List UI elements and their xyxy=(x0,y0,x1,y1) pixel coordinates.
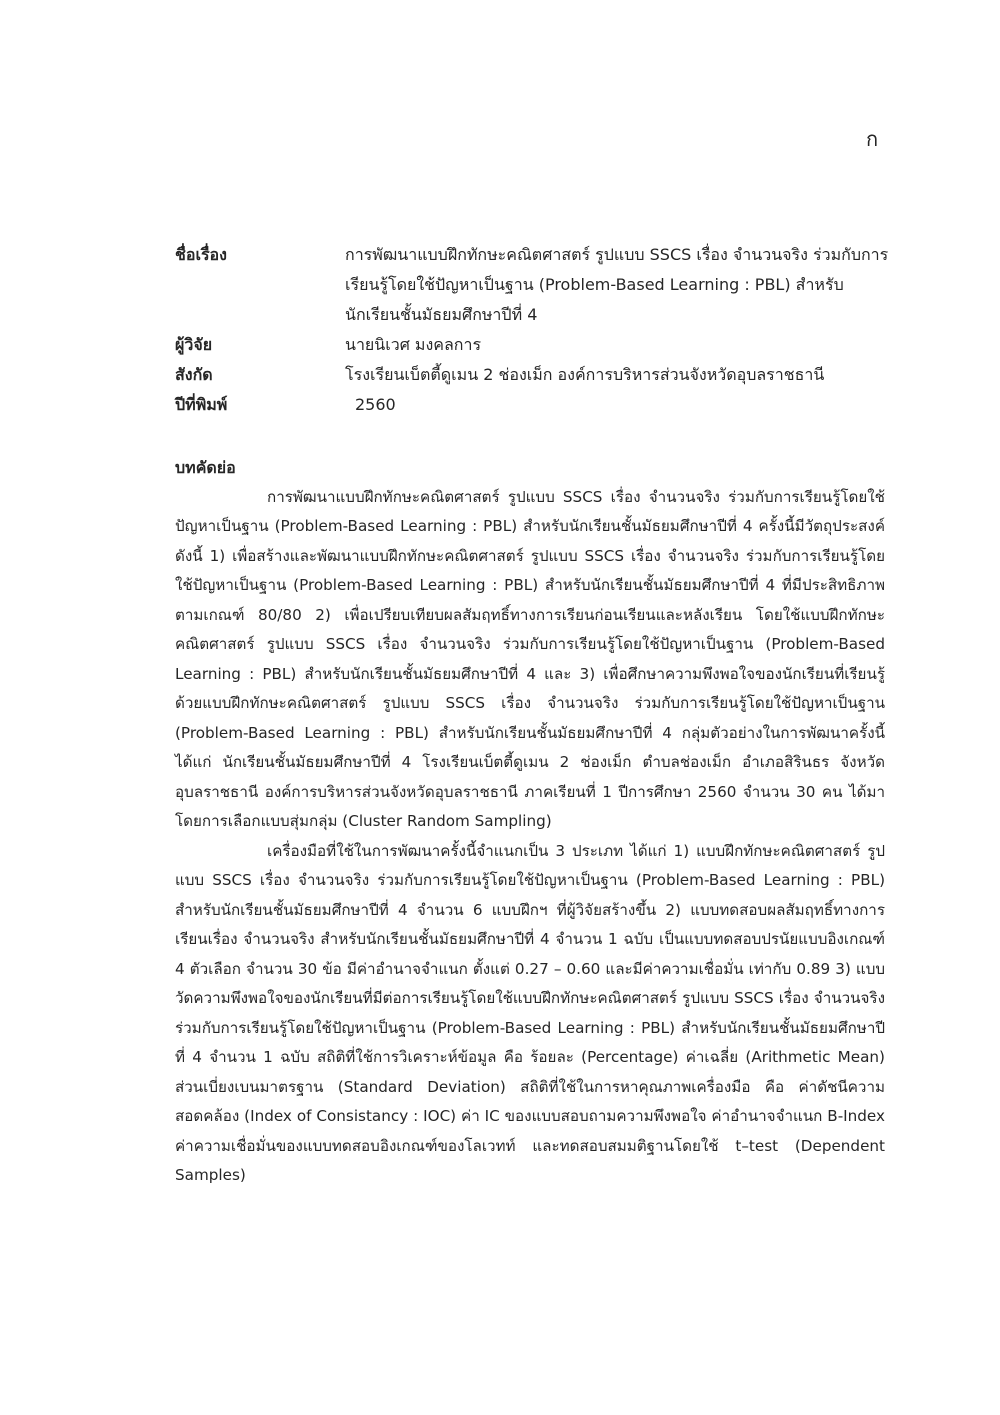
researcher-value: นายนิเวศ มงคลการ xyxy=(345,335,482,354)
abstract-paragraph: เครื่องมือที่ใช้ในการพัฒนาครั้งนี้จำแนกเป็น 3 ประเภท ได้แก่ 1) แบบฝึกทักษะคณิตศาสตร์ รูปแบบ SSCS เรื่อง จำนวนจริง ร่วมกับการเรียนรู้โดยใช้ปัญหาเป็นฐาน (Problem-Based Learning : PBL) สำหรับนักเรียนชั้นมัธยมศึกษาปีที่ 4 จำนวน 6 แบบฝึกฯ ที่ผู้วิจัยสร้างขึ้น 2) แบบทดสอบผลสัมฤทธิ์ทางการเรียนเรื่อง จำนวนจริง สำหรับนักเรียนชั้นมัธยมศึกษาปีที่ 4 จำนวน 1 ฉบับ เป็นแบบทดสอบปรนัยแบบอิงเกณฑ์ 4 ตัวเลือก จำนวน 30 ข้อ มีค่าอำนาจจำแนก ตั้งแต่ 0.27 – 0.60 และมีค่าความเชื่อมั่น เท่ากับ 0.89 3) แบบวัดความพึงพอใจของนักเรียนที่มีต่อการเรียนรู้โดยใช้แบบฝึกทักษะคณิตศาสตร์ รูปแบบ SSCS เรื่อง จำนวนจริง ร่วมกับการเรียนรู้โดยใช้ปัญหาเป็นฐาน (Problem-Based Learning : PBL) สำหรับนักเรียนชั้นมัธยมศึกษาปีที่ 4 จำนวน 1 ฉบับ สถิติที่ใช้การวิเคราะห์ข้อมูล คือ ร้อยละ (Percentage) ค่าเฉลี่ย (Arithmetic Mean) ส่วนเบี่ยงเบนมาตรฐาน (Standard Deviation) สถิติที่ใช้ในการหาคุณภาพเครื่องมือ คือ ค่าดัชนีความสอดคล้อง (Index of Consistancy : IOC) ค่า IC ของแบบสอบถามความพึงพอใจ ค่าอำนาจจำแนก B-Index ค่าความเชื่อมั่นของแบบทดสอบอิงเกณฑ์ของโลเวทท์ และทดสอบสมมติฐานโดยใช้ t–test (Dependent Samples) xyxy=(175,841,885,1184)
affiliation-row xyxy=(175,360,890,390)
researcher-row xyxy=(175,330,890,360)
page-number: ก xyxy=(866,127,879,151)
title-label: ชื่อเรื่อง xyxy=(175,245,227,264)
year-value: 2560 xyxy=(355,395,396,414)
year-row xyxy=(175,390,890,420)
researcher-label: ผู้วิจัย xyxy=(175,335,213,354)
title-value: การพัฒนาแบบฝึกทักษะคณิตศาสตร์ รูปแบบ SSCS เรื่อง จำนวนจริง ร่วมกับการเรียนรู้โดยใช้ปัญหาเป็นฐาน (Problem-Based Learning : PBL) สำหรับนักเรียนชั้นมัธยมศึกษาปีที่ 4 xyxy=(345,245,889,324)
title-row xyxy=(175,240,890,330)
affiliation-label: สังกัด xyxy=(175,365,213,384)
abstract-heading: บทคัดย่อ xyxy=(175,458,236,477)
year-label: ปีที่พิมพ์ xyxy=(175,395,228,414)
abstract-section xyxy=(175,453,885,1191)
document-metadata xyxy=(175,240,890,420)
abstract-paragraph: การพัฒนาแบบฝึกทักษะคณิตศาสตร์ รูปแบบ SSCS เรื่อง จำนวนจริง ร่วมกับการเรียนรู้โดยใช้ปัญหาเป็นฐาน (Problem-Based Learning : PBL) สำหรับนักเรียนชั้นมัธยมศึกษาปีที่ 4 ครั้งนี้มีวัตถุประสงค์ดังนี้ 1) เพื่อสร้างและพัฒนาแบบฝึกทักษะคณิตศาสตร์ รูปแบบ SSCS เรื่อง จำนวนจริง ร่วมกับการเรียนรู้โดยใช้ปัญหาเป็นฐาน (Problem-Based Learning : PBL) สำหรับนักเรียนชั้นมัธยมศึกษาปีที่ 4 ที่มีประสิทธิภาพตามเกณฑ์ 80/80 2) เพื่อเปรียบเทียบผลสัมฤทธิ์ทางการเรียนก่อนเรียนและหลังเรียน โดยใช้แบบฝึกทักษะคณิตศาสตร์ รูปแบบ SSCS เรื่อง จำนวนจริง ร่วมกับการเรียนรู้โดยใช้ปัญหาเป็นฐาน (Problem-Based Learning : PBL) สำหรับนักเรียนชั้นมัธยมศึกษาปีที่ 4 และ 3) เพื่อศึกษาความพึงพอใจของนักเรียนที่เรียนรู้ด้วยแบบฝึกทักษะคณิตศาสตร์ รูปแบบ SSCS เรื่อง จำนวนจริง ร่วมกับการเรียนรู้โดยใช้ปัญหาเป็นฐาน (Problem-Based Learning : PBL) สำหรับนักเรียนชั้นมัธยมศึกษาปีที่ 4 กลุ่มตัวอย่างในการพัฒนาครั้งนี้ ได้แก่ นักเรียนชั้นมัธยมศึกษาปีที่ 4 โรงเรียนเบ็ตตี้ดูเมน 2 ช่องเม็ก ตำบลช่องเม็ก อำเภอสิรินธร จังหวัดอุบลราชธานี องค์การบริหารส่วนจังหวัดอุบลราชธานี ภาคเรียนที่ 1 ปีการศึกษา 2560 จำนวน 30 คน ได้มาโดยการเลือกแบบสุ่มกลุ่ม (Cluster Random Sampling) xyxy=(175,487,885,830)
affiliation-value: โรงเรียนเบ็ตตี้ดูเมน 2 ช่องเม็ก องค์การบริหารส่วนจังหวัดอุบลราชธานี xyxy=(345,365,825,384)
